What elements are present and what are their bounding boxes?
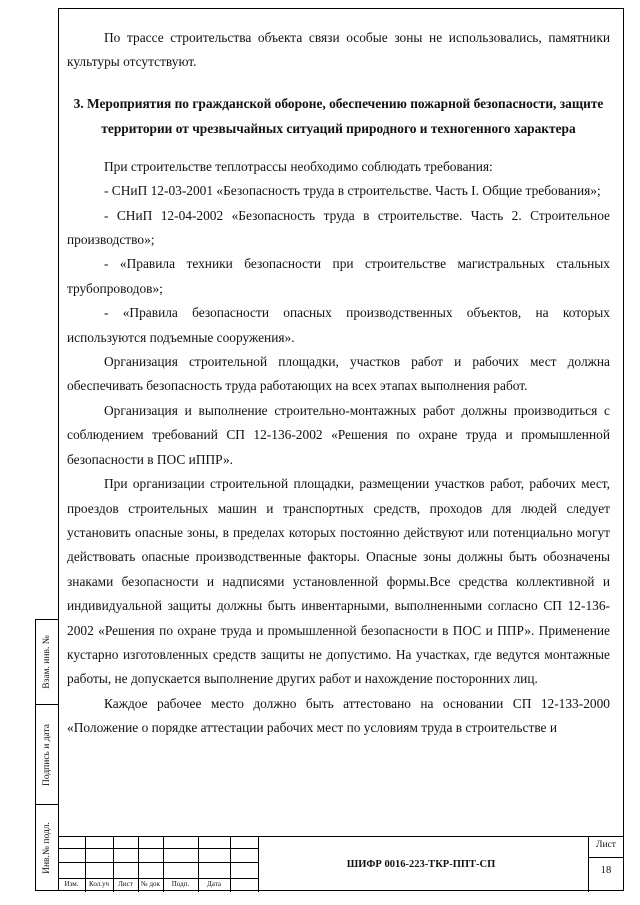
side-label-podpis: Подпись и дата bbox=[42, 723, 52, 786]
side-label-vzam: Взам. инв. № bbox=[42, 635, 52, 689]
title-block bbox=[58, 836, 624, 891]
list-item: - СНиП 12-03-2001 «Безопасность труда в строительстве. Часть I. Общие требования»; bbox=[104, 183, 601, 199]
list-item: - «Правила безопасности опасных производственных объектов, на которых используются подъемные сооружения». bbox=[67, 305, 610, 345]
col-list: Лист bbox=[118, 880, 133, 888]
binding-strip bbox=[35, 619, 58, 891]
col-podp: Подп. bbox=[171, 880, 190, 888]
side-cell-inv bbox=[36, 805, 58, 891]
col-data: Дата bbox=[207, 880, 221, 888]
side-cell-podpis bbox=[36, 705, 58, 805]
col-ndok: № док bbox=[141, 880, 160, 888]
section-heading: 3. Мероприятия по гражданской обороне, обеспечению пожарной безопасности, защите территории от чрезвычайных ситуаций природного и техногенного характера bbox=[73, 95, 604, 136]
sheet-label: Лист bbox=[596, 840, 616, 850]
document-body bbox=[67, 26, 610, 741]
document-code: ШИФР 0016-223-ТКР-ППТ-СП bbox=[346, 859, 496, 870]
list-item: - «Правила техники безопасности при строительстве магистральных стальных трубопроводов»; bbox=[67, 256, 610, 296]
paragraph-danger-zones: При организации строительной площадки, размещении участков работ, рабочих мест, проездов строительных машин и транспортных средств, проходов для людей следует установить опасные зоны, в пределах которых постоянно действуют или потенциально могут действовать опасные производственные факторы. Опасные зоны должны быть обозначены знаками безопасности и надписями установленной формы.Все средства коллективной и индивидуальной защиты должны быть инвентарными, выполненными согласно СП 12-136-2002 «Решения по охране труда и промышленной безопасности в ПОС и ППР». Применение кустарно изготовленных средств защиты не допустимо. На участках, где ведутся монтажные работы, не допускается выполнение других работ и нахождение посторонних лиц. bbox=[67, 476, 610, 687]
paragraph-requirements-intro: При строительстве теплотрассы необходимо соблюдать требования: bbox=[104, 158, 493, 174]
side-cell-vzam bbox=[36, 620, 58, 705]
col-kolvo: Кол.уч bbox=[89, 880, 109, 888]
paragraph-construction-works: Организация и выполнение строительно-монтажных работ должны производиться с соблюдением требований СП 12-136-2002 «Решения по охране труда и промышленной безопасности в ПОС иППР». bbox=[67, 402, 610, 467]
paragraph-site-organization: Организация строительной площадки, участков работ и рабочих мест должна обеспечивать безопасность труда работающих на всех этапах выполнения работ. bbox=[67, 354, 610, 394]
list-item: - СНиП 12-04-2002 «Безопасность труда в строительстве. Часть 2. Строительное производство»; bbox=[67, 207, 610, 248]
side-label-inv: Инв.№ подл. bbox=[42, 822, 52, 874]
paragraph-zones: По трассе строительства объекта связи особые зоны не использовались, памятники культуры отсутствуют. bbox=[67, 30, 610, 70]
sheet-number: 18 bbox=[600, 865, 612, 876]
col-izm: Изм. bbox=[64, 880, 79, 888]
paragraph-workplace-certification: Каждое рабочее место должно быть аттестовано на основании СП 12-133-2000 «Положение о порядке аттестации рабочих мест по условиям труда в строительстве и bbox=[67, 695, 610, 736]
